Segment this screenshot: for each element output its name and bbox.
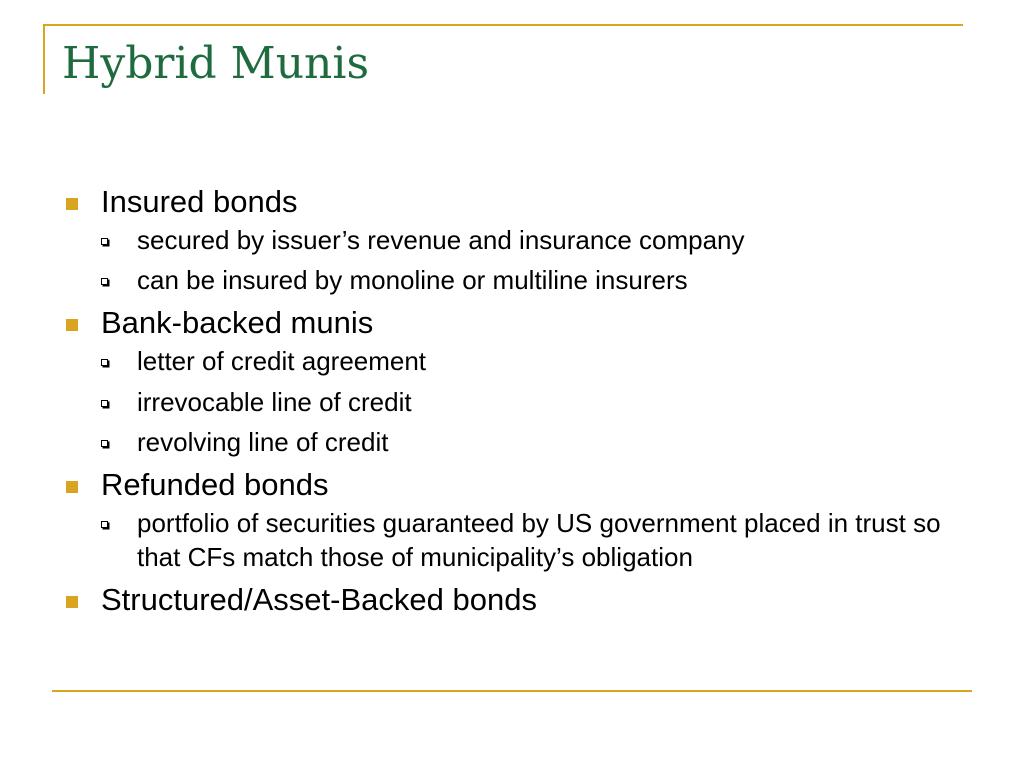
sub-bullet-text: letter of credit agreement <box>137 345 427 376</box>
frame-left-rule <box>43 24 45 94</box>
sub-bullet <box>60 345 980 379</box>
bullet-insured-bonds <box>60 184 980 220</box>
sub-bullet-text: secured by issuer’s revenue and insurance company <box>137 224 745 255</box>
bullet-refunded-bonds <box>60 467 980 503</box>
square-bullet-icon <box>66 596 78 608</box>
sub-bullet <box>60 426 980 460</box>
hollow-square-bullet-icon <box>101 400 108 407</box>
hollow-square-bullet-icon <box>101 440 108 447</box>
hollow-square-bullet-icon <box>101 238 108 245</box>
bullet-structured-asset-backed-bonds <box>60 582 980 618</box>
sub-bullet <box>60 264 980 298</box>
bullet-text: Bank-backed munis <box>101 305 374 341</box>
hollow-square-bullet-icon <box>101 359 108 366</box>
sub-bullet <box>60 224 980 258</box>
slide-content <box>60 184 980 621</box>
square-bullet-icon <box>66 319 78 331</box>
slide-title: Hybrid Munis <box>62 38 370 89</box>
frame-top-rule <box>43 24 963 26</box>
square-bullet-icon <box>66 481 78 493</box>
square-bullet-icon <box>66 198 78 210</box>
bullet-text: Insured bonds <box>101 184 298 219</box>
frame-bottom-rule <box>52 690 972 692</box>
sub-bullet-text: irrevocable line of credit <box>137 386 412 417</box>
hollow-square-bullet-icon <box>101 278 108 285</box>
sub-bullet <box>60 507 980 575</box>
sub-bullet <box>60 386 980 420</box>
bullet-text: Structured/Asset-Backed bonds <box>101 581 537 617</box>
sub-bullet-text: portfolio of securities guaranteed by US government placed in trust so that CFs match those of municipality’s obligation <box>137 507 941 572</box>
bullet-text: Refunded bonds <box>101 467 329 503</box>
sub-bullet-text: can be insured by monoline or multiline insurers <box>137 265 688 296</box>
hollow-square-bullet-icon <box>101 521 108 528</box>
sub-bullet-text: revolving line of credit <box>137 427 389 458</box>
bullet-bank-backed-munis <box>60 305 980 341</box>
